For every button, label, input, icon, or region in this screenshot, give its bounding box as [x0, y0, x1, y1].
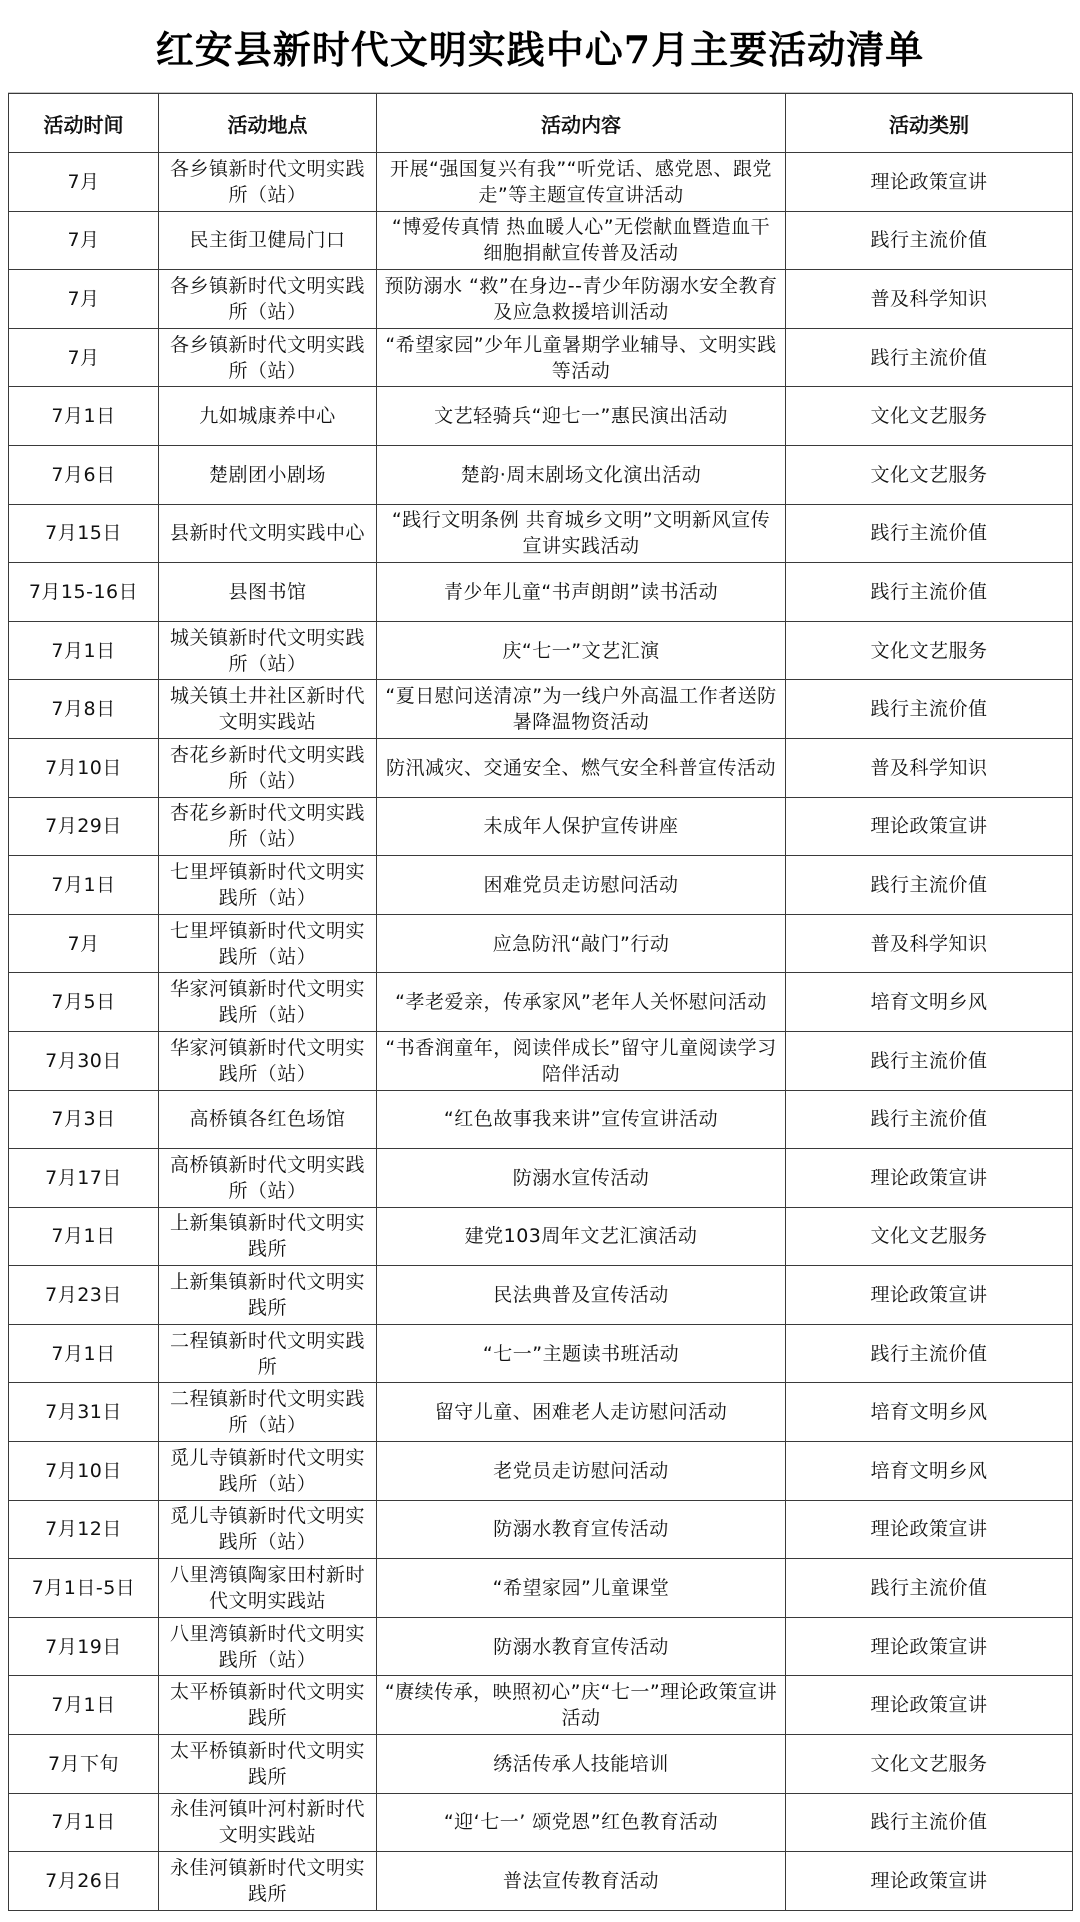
table-row — [9, 1266, 1073, 1325]
cell-time: 7月1日 — [9, 1324, 159, 1383]
cell-content: 建党103周年文艺汇演活动 — [377, 1207, 786, 1266]
cell-place: 高桥镇各红色场馆 — [159, 1090, 377, 1149]
table-row — [9, 445, 1073, 504]
cell-content: 绣活传承人技能培训 — [377, 1735, 786, 1794]
cell-time: 7月 — [9, 153, 159, 212]
cell-time: 7月6日 — [9, 445, 159, 504]
cell-type: 文化文艺服务 — [786, 1735, 1073, 1794]
cell-type: 理论政策宣讲 — [786, 1149, 1073, 1208]
cell-time: 7月15日 — [9, 504, 159, 563]
cell-content: “七一”主题读书班活动 — [377, 1324, 786, 1383]
table-body — [9, 153, 1073, 1911]
table-row — [9, 680, 1073, 739]
header-row — [9, 94, 1073, 153]
cell-content: “红色故事我来讲”宣传宣讲活动 — [377, 1090, 786, 1149]
cell-time: 7月8日 — [9, 680, 159, 739]
activity-table — [8, 93, 1073, 1911]
cell-content: 防汛减灾、交通安全、燃气安全科普宣传活动 — [377, 738, 786, 797]
cell-place: 楚剧团小剧场 — [159, 445, 377, 504]
cell-type: 文化文艺服务 — [786, 445, 1073, 504]
cell-content: 留守儿童、困难老人走访慰问活动 — [377, 1383, 786, 1442]
cell-content: 文艺轻骑兵“迎七一”惠民演出活动 — [377, 387, 786, 446]
table-row — [9, 1617, 1073, 1676]
table-row — [9, 1149, 1073, 1208]
cell-type: 理论政策宣讲 — [786, 1266, 1073, 1325]
cell-content: 庆“七一”文艺汇演 — [377, 621, 786, 680]
cell-time: 7月23日 — [9, 1266, 159, 1325]
cell-time: 7月5日 — [9, 973, 159, 1032]
table-row — [9, 914, 1073, 973]
cell-content: 防溺水教育宣传活动 — [377, 1500, 786, 1559]
cell-type: 普及科学知识 — [786, 738, 1073, 797]
cell-type: 践行主流价值 — [786, 1559, 1073, 1618]
cell-type: 普及科学知识 — [786, 914, 1073, 973]
table-row — [9, 797, 1073, 856]
cell-place: 七里坪镇新时代文明实践所（站） — [159, 914, 377, 973]
cell-time: 7月1日 — [9, 856, 159, 915]
cell-type: 践行主流价值 — [786, 856, 1073, 915]
table-row — [9, 621, 1073, 680]
cell-time: 7月1日 — [9, 387, 159, 446]
cell-time: 7月10日 — [9, 1442, 159, 1501]
cell-place: 民主街卫健局门口 — [159, 211, 377, 270]
cell-content: 未成年人保护宣传讲座 — [377, 797, 786, 856]
cell-place: 九如城康养中心 — [159, 387, 377, 446]
cell-content: “博爱传真情 热血暖人心”无偿献血暨造血干细胞捐献宣传普及活动 — [377, 211, 786, 270]
cell-time: 7月1日 — [9, 621, 159, 680]
header-time: 活动时间 — [9, 94, 159, 153]
cell-content: “孝老爱亲，传承家风”老年人关怀慰问活动 — [377, 973, 786, 1032]
cell-place: 上新集镇新时代文明实践所 — [159, 1266, 377, 1325]
cell-place: 太平桥镇新时代文明实践所 — [159, 1676, 377, 1735]
header-type: 活动类别 — [786, 94, 1073, 153]
cell-content: 青少年儿童“书声朗朗”读书活动 — [377, 563, 786, 622]
header-place: 活动地点 — [159, 94, 377, 153]
cell-type: 践行主流价值 — [786, 328, 1073, 387]
cell-place: 城关镇新时代文明实践所（站） — [159, 621, 377, 680]
cell-place: 城关镇土井社区新时代文明实践站 — [159, 680, 377, 739]
cell-type: 践行主流价值 — [786, 563, 1073, 622]
cell-content: 老党员走访慰问活动 — [377, 1442, 786, 1501]
table-row — [9, 153, 1073, 212]
cell-time: 7月15-16日 — [9, 563, 159, 622]
cell-time: 7月3日 — [9, 1090, 159, 1149]
table-row — [9, 1031, 1073, 1090]
table-row — [9, 1735, 1073, 1794]
cell-time: 7月 — [9, 914, 159, 973]
cell-content: 应急防汛“敲门”行动 — [377, 914, 786, 973]
table-row — [9, 504, 1073, 563]
cell-content: 防溺水教育宣传活动 — [377, 1617, 786, 1676]
cell-place: 杏花乡新时代文明实践所（站） — [159, 738, 377, 797]
cell-content: 防溺水宣传活动 — [377, 1149, 786, 1208]
cell-type: 培育文明乡风 — [786, 973, 1073, 1032]
page-title: 红安县新时代文明实践中心7月主要活动清单 — [8, 0, 1072, 93]
cell-time: 7月31日 — [9, 1383, 159, 1442]
table-row — [9, 1090, 1073, 1149]
cell-type: 理论政策宣讲 — [786, 797, 1073, 856]
cell-place: 永佳河镇新时代文明实践所 — [159, 1852, 377, 1911]
cell-time: 7月1日-5日 — [9, 1559, 159, 1618]
table-row — [9, 1442, 1073, 1501]
table-row — [9, 1793, 1073, 1852]
cell-place: 各乡镇新时代文明实践所（站） — [159, 328, 377, 387]
cell-time: 7月1日 — [9, 1676, 159, 1735]
cell-type: 践行主流价值 — [786, 680, 1073, 739]
cell-content: “夏日慰问送清凉”为一线户外高温工作者送防暑降温物资活动 — [377, 680, 786, 739]
table-row — [9, 270, 1073, 329]
table-row — [9, 211, 1073, 270]
table-header — [9, 94, 1073, 153]
cell-type: 践行主流价值 — [786, 1090, 1073, 1149]
cell-content: 普法宣传教育活动 — [377, 1852, 786, 1911]
cell-type: 践行主流价值 — [786, 211, 1073, 270]
cell-type: 践行主流价值 — [786, 504, 1073, 563]
cell-time: 7月30日 — [9, 1031, 159, 1090]
cell-type: 理论政策宣讲 — [786, 1617, 1073, 1676]
cell-place: 华家河镇新时代文明实践所（站） — [159, 973, 377, 1032]
table-row — [9, 738, 1073, 797]
cell-time: 7月 — [9, 270, 159, 329]
cell-place: 杏花乡新时代文明实践所（站） — [159, 797, 377, 856]
cell-type: 理论政策宣讲 — [786, 1852, 1073, 1911]
cell-place: 县新时代文明实践中心 — [159, 504, 377, 563]
table-row — [9, 1852, 1073, 1911]
cell-time: 7月26日 — [9, 1852, 159, 1911]
cell-content: “践行文明条例 共育城乡文明”文明新风宣传宣讲实践活动 — [377, 504, 786, 563]
cell-place: 二程镇新时代文明实践所（站） — [159, 1383, 377, 1442]
table-row — [9, 1500, 1073, 1559]
cell-time: 7月下旬 — [9, 1735, 159, 1794]
table-row — [9, 1207, 1073, 1266]
cell-place: 七里坪镇新时代文明实践所（站） — [159, 856, 377, 915]
cell-content: “希望家园”少年儿童暑期学业辅导、文明实践等活动 — [377, 328, 786, 387]
cell-content: 楚韵·周末剧场文化演出活动 — [377, 445, 786, 504]
table-row — [9, 563, 1073, 622]
cell-place: 八里湾镇陶家田村新时代文明实践站 — [159, 1559, 377, 1618]
header-content: 活动内容 — [377, 94, 786, 153]
cell-content: “迎‘七一’ 颂党恩”红色教育活动 — [377, 1793, 786, 1852]
cell-type: 文化文艺服务 — [786, 387, 1073, 446]
cell-type: 理论政策宣讲 — [786, 1500, 1073, 1559]
cell-content: “希望家园”儿童课堂 — [377, 1559, 786, 1618]
cell-place: 县图书馆 — [159, 563, 377, 622]
cell-place: 太平桥镇新时代文明实践所 — [159, 1735, 377, 1794]
cell-type: 践行主流价值 — [786, 1031, 1073, 1090]
cell-place: 各乡镇新时代文明实践所（站） — [159, 270, 377, 329]
cell-type: 践行主流价值 — [786, 1324, 1073, 1383]
cell-place: 二程镇新时代文明实践所 — [159, 1324, 377, 1383]
cell-place: 觅儿寺镇新时代文明实践所（站） — [159, 1442, 377, 1501]
cell-content: “赓续传承，映照初心”庆“七一”理论政策宣讲活动 — [377, 1676, 786, 1735]
cell-place: 高桥镇新时代文明实践所（站） — [159, 1149, 377, 1208]
cell-place: 上新集镇新时代文明实践所 — [159, 1207, 377, 1266]
cell-time: 7月 — [9, 211, 159, 270]
cell-place: 八里湾镇新时代文明实践所（站） — [159, 1617, 377, 1676]
cell-type: 理论政策宣讲 — [786, 153, 1073, 212]
table-row — [9, 1324, 1073, 1383]
cell-time: 7月17日 — [9, 1149, 159, 1208]
cell-type: 文化文艺服务 — [786, 621, 1073, 680]
table-row — [9, 973, 1073, 1032]
cell-time: 7月12日 — [9, 1500, 159, 1559]
cell-time: 7月29日 — [9, 797, 159, 856]
cell-time: 7月10日 — [9, 738, 159, 797]
cell-type: 培育文明乡风 — [786, 1442, 1073, 1501]
cell-place: 永佳河镇叶河村新时代文明实践站 — [159, 1793, 377, 1852]
cell-content: 预防溺水 “救”在身边--青少年防溺水安全教育及应急救援培训活动 — [377, 270, 786, 329]
table-row — [9, 856, 1073, 915]
table-row — [9, 328, 1073, 387]
cell-type: 普及科学知识 — [786, 270, 1073, 329]
cell-place: 各乡镇新时代文明实践所（站） — [159, 153, 377, 212]
cell-time: 7月19日 — [9, 1617, 159, 1676]
cell-type: 践行主流价值 — [786, 1793, 1073, 1852]
cell-time: 7月1日 — [9, 1793, 159, 1852]
table-row — [9, 387, 1073, 446]
cell-place: 华家河镇新时代文明实践所（站） — [159, 1031, 377, 1090]
cell-content: 开展“强国复兴有我”“听党话、感党恩、跟党走”等主题宣传宣讲活动 — [377, 153, 786, 212]
cell-type: 文化文艺服务 — [786, 1207, 1073, 1266]
cell-type: 理论政策宣讲 — [786, 1676, 1073, 1735]
cell-place: 觅儿寺镇新时代文明实践所（站） — [159, 1500, 377, 1559]
table-row — [9, 1559, 1073, 1618]
cell-time: 7月 — [9, 328, 159, 387]
cell-content: 困难党员走访慰问活动 — [377, 856, 786, 915]
table-row — [9, 1383, 1073, 1442]
cell-content: “书香润童年，阅读伴成长”留守儿童阅读学习陪伴活动 — [377, 1031, 786, 1090]
cell-type: 培育文明乡风 — [786, 1383, 1073, 1442]
table-row — [9, 1676, 1073, 1735]
cell-time: 7月1日 — [9, 1207, 159, 1266]
cell-content: 民法典普及宣传活动 — [377, 1266, 786, 1325]
